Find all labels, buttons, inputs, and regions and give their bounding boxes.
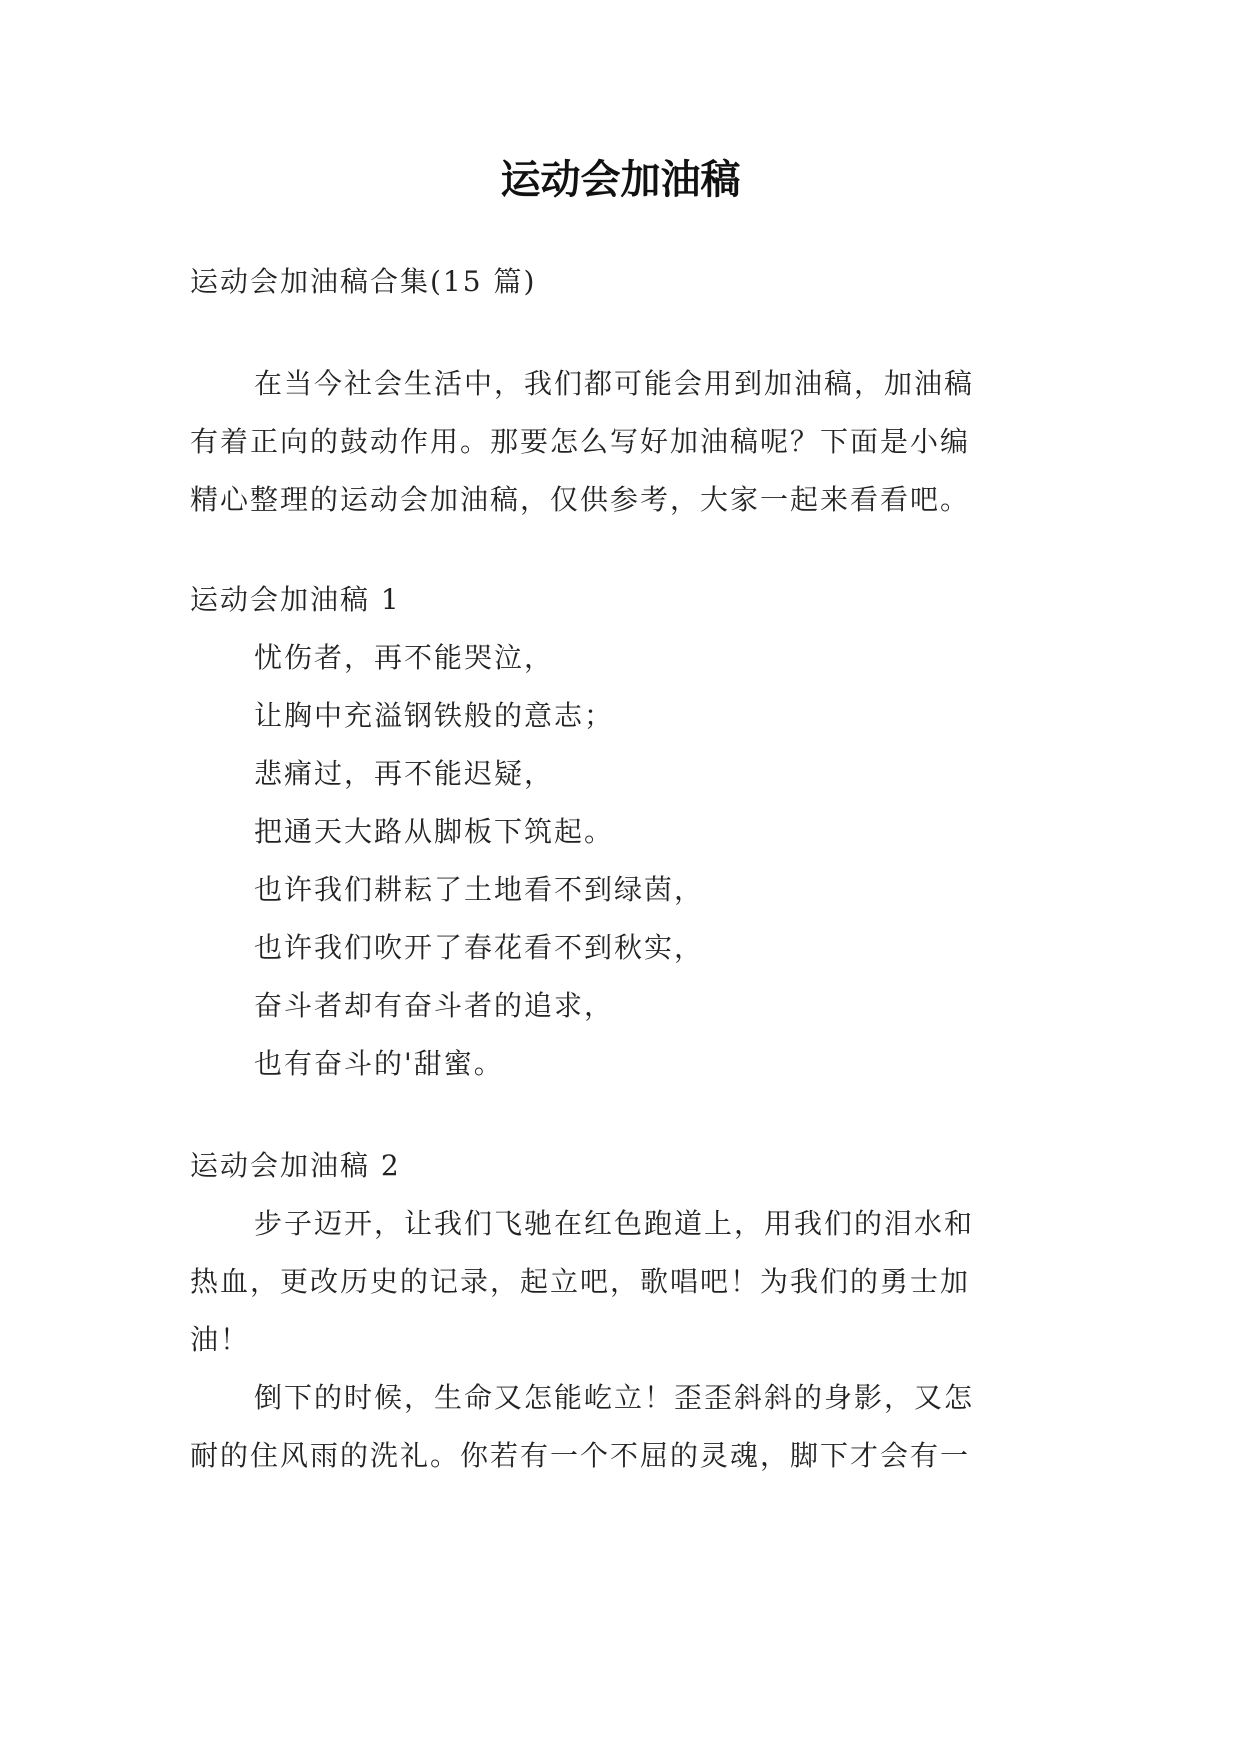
document-subtitle: 运动会加油稿合集(15 篇): [190, 265, 537, 298]
paragraph-line: 热血，更改历史的记录，起立吧，歌唱吧！为我们的勇士加: [190, 1265, 971, 1298]
intro-line: 在当今社会生活中，我们都可能会用到加油稿，加油稿: [254, 367, 975, 400]
poem-line: 让胸中充溢钢铁般的意志；: [254, 699, 615, 732]
paragraph-line: 步子迈开，让我们飞驰在红色跑道上，用我们的泪水和: [254, 1207, 975, 1240]
paragraph-line: 油！: [190, 1323, 251, 1356]
section-heading: 运动会加油稿 1: [190, 583, 401, 616]
intro-line: 有着正向的鼓动作用。那要怎么写好加油稿呢？下面是小编: [190, 425, 971, 458]
document-title: 运动会加油稿: [500, 157, 741, 203]
poem-line: 也有奋斗的'甜蜜。: [254, 1047, 504, 1080]
paragraph-line: 耐的住风雨的洗礼。你若有一个不屈的灵魂，脚下才会有一: [190, 1439, 971, 1472]
poem-line: 也许我们吹开了春花看不到秋实，: [254, 931, 705, 964]
poem-line: 把通天大路从脚板下筑起。: [254, 815, 615, 848]
intro-line: 精心整理的运动会加油稿，仅供参考，大家一起来看看吧。: [190, 483, 971, 516]
poem-line: 悲痛过，再不能迟疑，: [254, 757, 555, 790]
paragraph-line: 倒下的时候，生命又怎能屹立！歪歪斜斜的身影，又怎: [254, 1381, 975, 1414]
poem-line: 奋斗者却有奋斗者的追求，: [254, 989, 615, 1022]
poem-line: 也许我们耕耘了土地看不到绿茵，: [254, 873, 705, 906]
section-heading: 运动会加油稿 2: [190, 1149, 401, 1182]
poem-line: 忧伤者，再不能哭泣，: [254, 641, 555, 674]
